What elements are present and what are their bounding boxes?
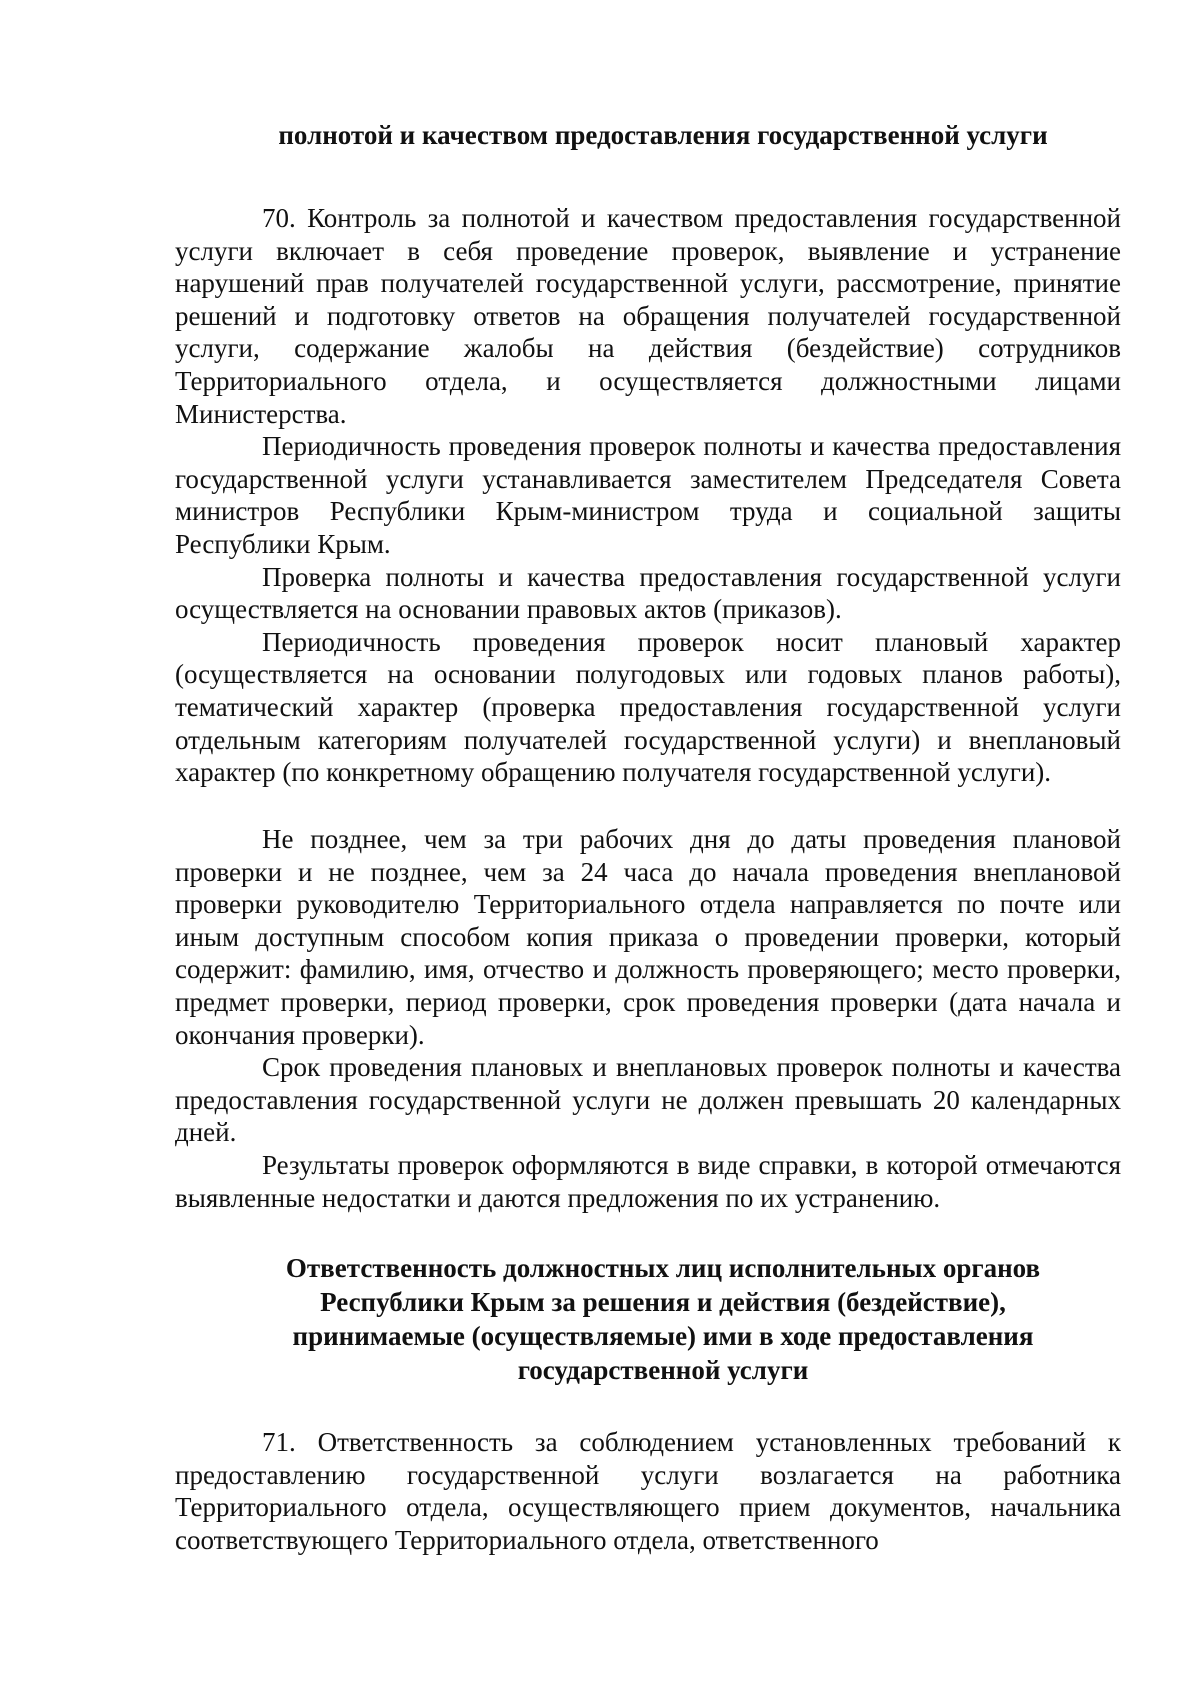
paragraph-notification: Не позднее, чем за три рабочих дня до даты проведения плановой проверки и не позднее, чем за 24 часа до начала проведения внеплановой проверки руководителю Территориального отдела направляется по почте или иным доступным способом копия приказа о проведении проверки, который содержит: фамилию, имя, отчество и должность проверяющего; место проверки, предмет проверки, период проверки, срок проведения проверки (дата начала и окончания проверки). [175,824,1121,1050]
control-paragraphs [175,202,1121,789]
paragraph-71: 71. Ответственность за соблюдением установленных требований к предоставлению государственной услуги возлагается на работника Территориального отдела, осуществляющего прием документов, начальника соответствующего Территориального отдела, ответственного [175,1427,1121,1555]
paragraph-70: 70. Контроль за полнотой и качеством предоставления государственной услуги включает в себя проведение проверок, выявление и устранение нарушений прав получателей государственной услуги, рассмотрение, принятие решений и подготовку ответов на обращения получателей государственной услуги, содержание жалобы на действия (бездействие) сотрудников Территориального отдела, и осуществляется должностными лицами Министерства. [175,203,1121,429]
section-heading-control: полнотой и качеством предоставления государственной услуги [278,120,1048,150]
section-heading-responsibility: Ответственность должностных лиц исполнительных органов Республики Крым за решения и действия (бездействие), принимаемые (осуществляемые) ими в ходе предоставления государственной услуги [285,1253,1041,1385]
paragraph-inspection-frequency: Периодичность проведения проверок полноты и качества предоставления государственной услуги устанавливается заместителем Председателя Совета министров Республики Крым-министром труда и социальной защиты Республики Крым. [175,431,1121,559]
paragraph-inspection-results: Результаты проверок оформляются в виде справки, в которой отмечаются выявленные недостатки и даются предложения по их устранению. [175,1149,1121,1213]
paragraph-inspection-basis: Проверка полноты и качества предоставления государственной услуги осуществляется на основании правовых актов (приказов). [175,561,1121,625]
paragraph-inspection-duration: Срок проведения плановых и внеплановых проверок полноты и качества предоставления государственной услуги не должен превышать 20 календарных дней. [175,1052,1121,1148]
inspection-paragraphs [175,823,1121,1214]
responsibility-paragraphs [175,1426,1121,1556]
paragraph-inspection-character: Периодичность проведения проверок носит плановый характер (осуществляется на основании полугодовых или годовых планов работы), тематический характер (проверка предоставления государственной услуги отдельным категориям получателей государственной услуги) и внеплановый характер (по конкретному обращению получателя государственной услуги). [175,626,1121,788]
